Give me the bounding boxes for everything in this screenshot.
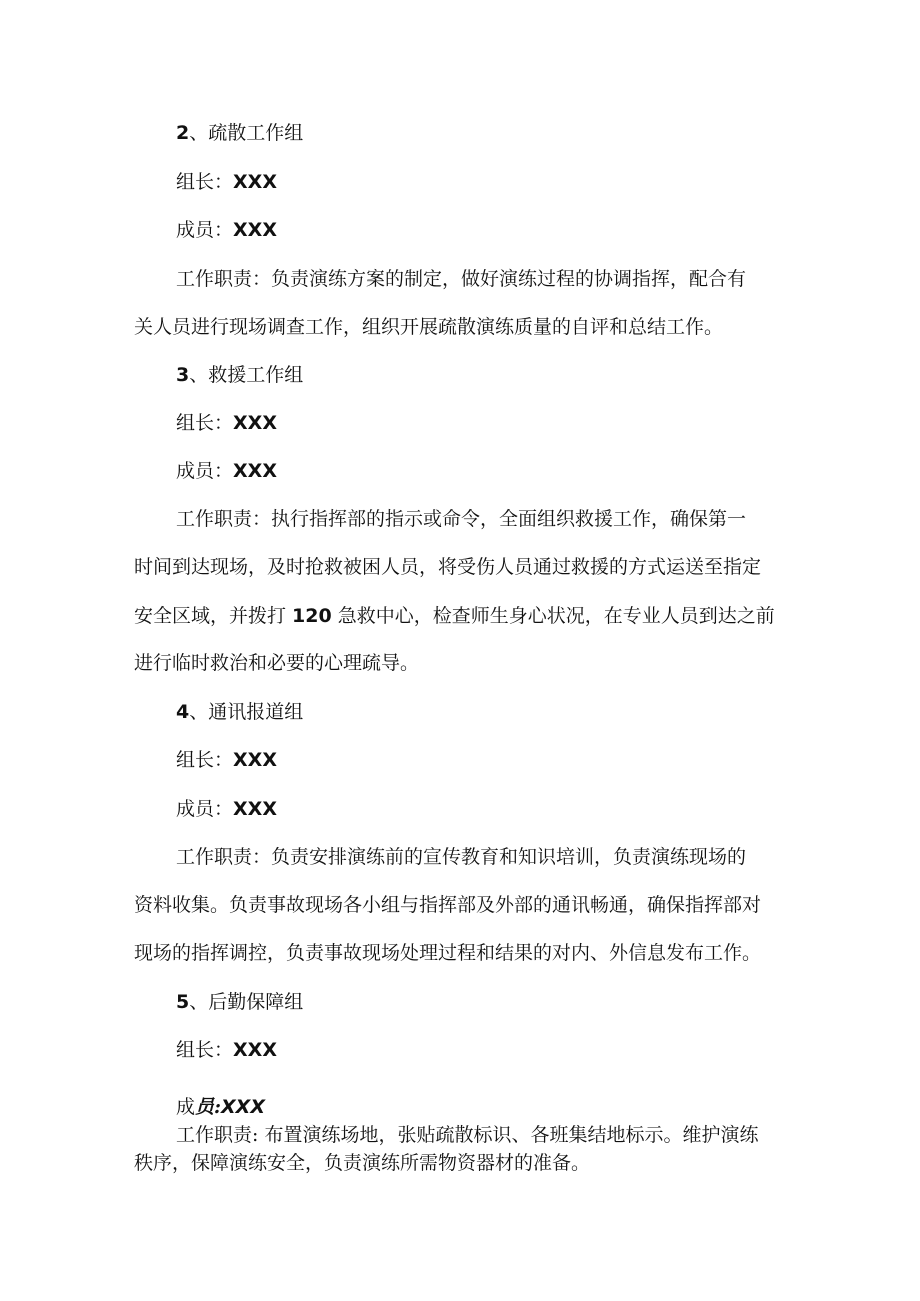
leader-line: 组长：XXX: [176, 1039, 277, 1061]
section-heading: 5、后勤保障组: [176, 991, 304, 1013]
section-heading: 2、疏散工作组: [176, 122, 304, 144]
duty-paragraph-line: 安全区域，并拨打 120 急救中心，检查师生身心状况，在专业人员到达之前: [134, 605, 775, 627]
leader-line: 组长：XXX: [176, 171, 277, 193]
duty-paragraph-line: 时间到达现场，及时抢救被困人员，将受伤人员通过救援的方式运送至指定: [134, 556, 762, 578]
duty-paragraph-line: 秩序，保障演练安全，负责演练所需物资器材的准备。: [134, 1152, 591, 1174]
duty-paragraph-line: 资料收集。负责事故现场各小组与指挥部及外部的通讯畅通，确保指挥部对: [134, 894, 762, 916]
duty-paragraph-line: 进行临时救治和必要的心理疏导。: [134, 652, 420, 674]
member-line: 成员：XXX: [176, 460, 277, 482]
duty-paragraph-line: 工作职责：负责安排演练前的宣传教育和知识培训，负责演练现场的: [176, 846, 747, 868]
duty-paragraph-line: 工作职责: 布置演练场地，张贴疏散标识、各班集结地标示。维护演练: [176, 1124, 759, 1146]
leader-line: 组长：XXX: [176, 412, 277, 434]
section-heading: 3、救援工作组: [176, 364, 304, 386]
duty-paragraph-line: 工作职责：负责演练方案的制定，做好演练过程的协调指挥，配合有: [176, 268, 747, 290]
duty-paragraph-line: 工作职责：执行指挥部的指示或命令，全面组织救援工作，确保第一: [176, 508, 747, 530]
leader-line: 组长：XXX: [176, 749, 277, 771]
member-line: 成员：XXX: [176, 798, 277, 820]
member-line: 成员:XXX: [176, 1096, 265, 1118]
duty-paragraph-line: 关人员进行现场调查工作，组织开展疏散演练质量的自评和总结工作。: [134, 316, 724, 338]
member-line: 成员：XXX: [176, 219, 277, 241]
section-heading: 4、通讯报道组: [176, 701, 304, 723]
duty-paragraph-line: 现场的指挥调控，负责事故现场处理过程和结果的对内、外信息发布工作。: [134, 942, 762, 964]
